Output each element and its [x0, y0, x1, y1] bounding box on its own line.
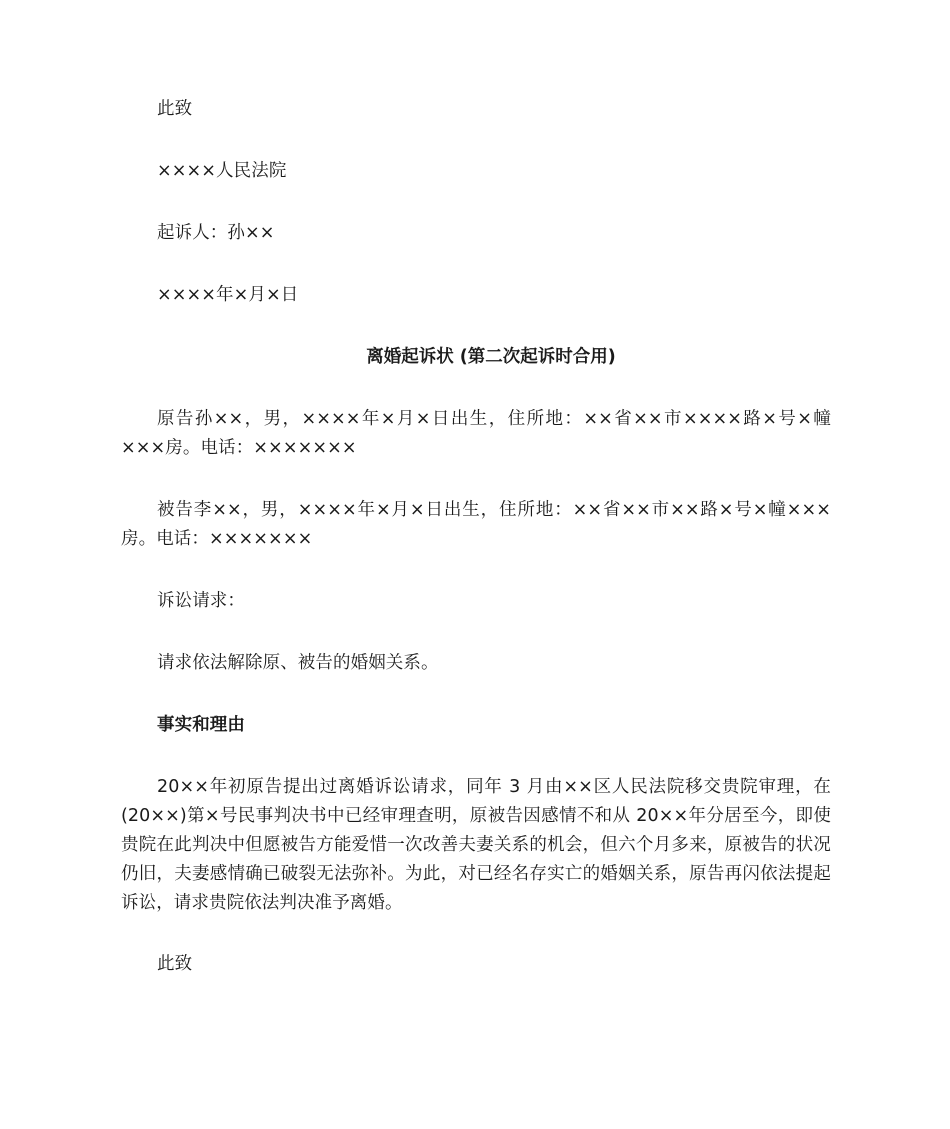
facts-heading: 事实和理由	[157, 715, 245, 735]
document-title: 离婚起诉状 (第二次起诉时合用)	[366, 347, 616, 367]
claims-heading: 诉讼请求：	[157, 591, 245, 611]
plaintiff-info: 原告孙××，男，××××年×月×日出生，住所地：××省××市××××路×号×幢×××房。电话：×××××××	[121, 409, 831, 458]
salutation-top: 此致	[157, 99, 193, 119]
court-name: ××××人民法院	[157, 161, 287, 181]
facts-text: 20××年初原告提出过离婚诉讼请求，同年 3 月由××区人民法院移交贵院审理，在(20××)第×号民事判决书中已经审理查明，原被告因感情不和从 20××年分居至今，即使贵院在此判决中但愿被告方能爱惜一次改善夫妻关系的机会，但六个月多来，原被告的状况仍旧，夫妻感情确已破裂无法弥补。为此，对已经名存实亡的婚姻关系，原告再闪依法提起诉讼，请求贵院依法判决准予离婚。	[121, 777, 831, 913]
signature-date: ××××年×月×日	[157, 285, 299, 305]
salutation-bottom: 此致	[157, 954, 193, 974]
defendant-info: 被告李××，男，××××年×月×日出生，住所地：××省××市××路×号×幢×××房。电话：×××××××	[121, 500, 831, 549]
plaintiff-signature: 起诉人：孙××	[157, 223, 275, 243]
claims-text: 请求依法解除原、被告的婚姻关系。	[157, 653, 439, 673]
